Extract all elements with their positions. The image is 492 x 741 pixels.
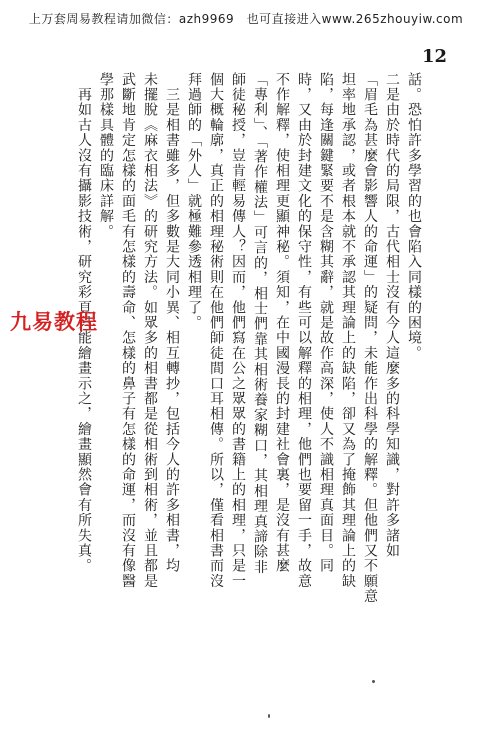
text-column: 陷，每逢關鍵緊要不是含糊其辭，就是故作高深，使人不識相理真面目。同 (318, 72, 334, 574)
text-column: 不作解釋，使相理更顯神秘。須知，在中國漫長的封建社會裏，是沒有甚麼 (274, 72, 290, 574)
vertical-text-body (70, 72, 422, 632)
text-column: 三是相書雖多，但多數是大同小異、相互轉抄，包括今人的許多相書，均 (164, 72, 180, 574)
watermark-text: 九易教程 (10, 310, 98, 334)
text-column: 個大概輪廓，真正的相理秘術則在他們師徒間口耳相傳。所以，僅看相書而沒 (208, 72, 224, 589)
top-banner-text: 上万套周易教程请加微信：azh9969 也可直接进入www.265zhouyiw.com (28, 12, 464, 26)
text-column: 坦率地承認，或者根本就不承認其理論上的缺陷，卻又為了掩飾其理論上的缺 (340, 72, 356, 589)
text-column: 話。恐怕許多學習的也會陷入同樣的困境。 (406, 72, 422, 361)
scan-speck (268, 714, 270, 718)
page-number: 12 (422, 46, 448, 67)
text-column: 師徒秘授，豈肯輕易傳人？因而，他們寫在公之眾眾的書籍上的相理，只是一 (230, 72, 246, 589)
text-column: 武斷地肯定怎樣的面毛有怎樣的壽命、怎樣的鼻子有怎樣的命運，而沒有像醫 (120, 72, 136, 589)
text-column: 拜過師的「外人」就極難參透相理了。 (186, 72, 202, 331)
text-column: 二是由於時代的局限，古代相士沒有今人這麼多的科學知識，對許多諸如 (384, 72, 400, 559)
text-column: 時，又由於封建文化的保守性，有些可以解釋的相理，他們也要留一手，故意 (296, 72, 312, 589)
text-column: 再如古人沒有攝影技術，研究彩頁只能繪畫示之，繪畫顯然會有所失真。 (76, 72, 92, 574)
text-column: 學那樣具體的臨床詳解。 (98, 72, 114, 240)
text-column: 「專利」、「著作權法」可言的，相士們靠其相術養家糊口，其相理真諦除非 (252, 72, 268, 575)
text-column: 「眉毛為甚麼會影響人的命運」的疑問，未能作出科學的解釋。但他們又不願意 (362, 72, 378, 604)
text-column: 未擺脫《麻衣相法》的研究方法。如眾多的相書都是從相術到相術，並且都是 (142, 72, 158, 589)
scan-speck (372, 680, 375, 683)
